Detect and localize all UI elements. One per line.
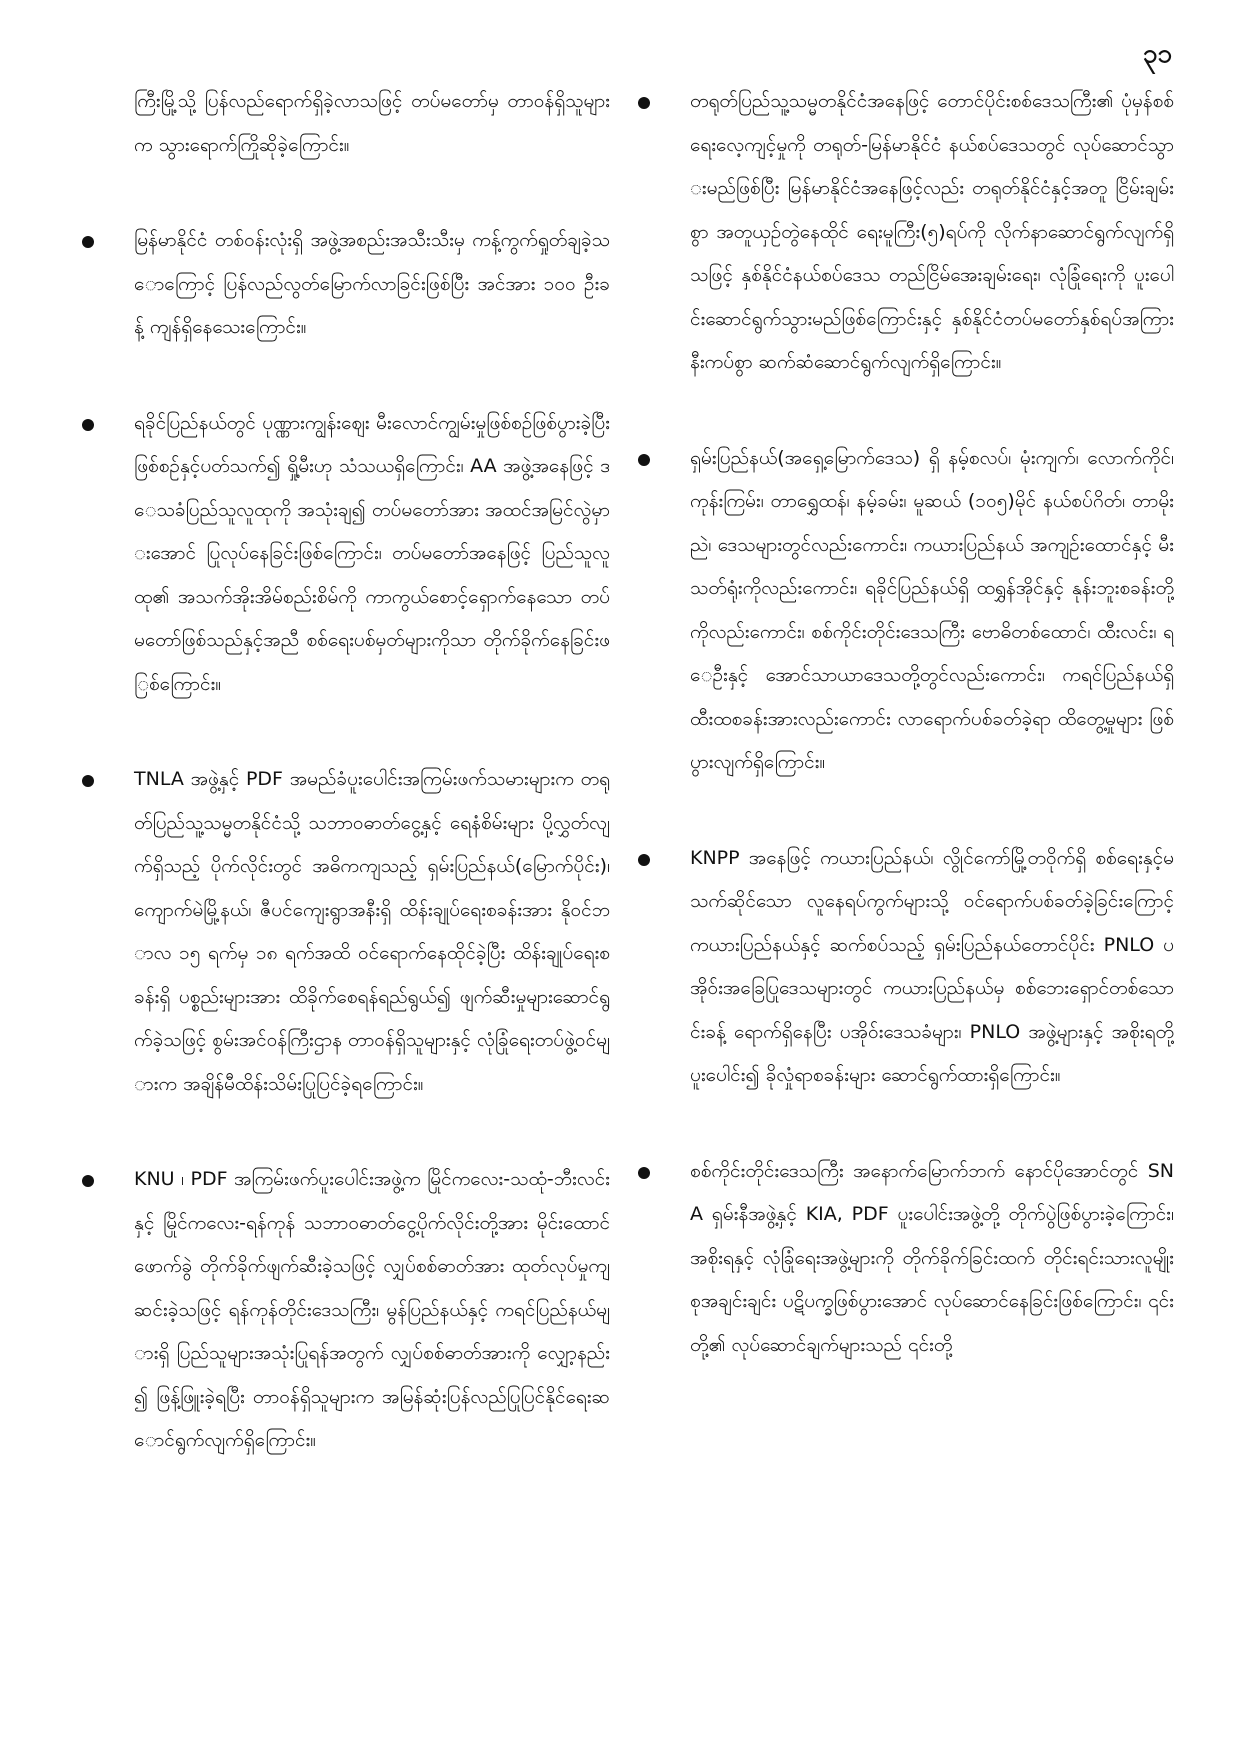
right-column — [634, 80, 1174, 1720]
bullet-item: KNU ၊ PDF အကြမ်းဖက်ပူးပေါင်းအဖွဲ့က မြိုင်ကလေး-သထုံ-ဘီးလင်းနှင့် မြိုင်ကလေး-ရန်ကုန် သဘာဝဓာတ်ငွေ့ပိုက်လိုင်းတို့အား မိုင်းထောင်ဖောက်ခွဲ တိုက်ခိုက်ဖျက်ဆီးခဲ့သဖြင့် လျှပ်စစ်ဓာတ်အား ထုတ်လုပ်မှုကျဆင်းခဲ့သဖြင့် ရန်ကုန်တိုင်းဒေသကြီး၊ မွန်ပြည်နယ်နှင့် ကရင်ပြည်နယ်များရှိ ပြည်သူများအသုံးပြုရန်အတွက် လျှပ်စစ်ဓာတ်အားကို လျှော့နည်း၍ ဖြန့်ဖြူးခဲ့ရပြီး တာဝန်ရှိသူများက အမြန်ဆုံးပြန်လည်ပြုပြင်နိုင်ရေးဆောင်ရွက်လျက်ရှိကြောင်း။ — [78, 1158, 610, 1463]
bullet-item: တရုတ်ပြည်သူ့သမ္မတနိုင်ငံအနေဖြင့် တောင်ပိုင်းစစ်ဒေသကြီး၏ ပုံမှန်စစ်ရေးလေ့ကျင့်မှုကို တရုတ်-မြန်မာနိုင်ငံ နယ်စပ်ဒေသတွင် လုပ်ဆောင်သွားမည်ဖြစ်ပြီး မြန်မာနိုင်ငံအနေဖြင့်လည်း တရုတ်နိုင်ငံနှင့်အတူ ငြိမ်းချမ်းစွာ အတူယှဉ်တွဲနေထိုင် ရေးမူကြီး(၅)ရပ်ကို လိုက်နာဆောင်ရွက်လျက်ရှိသဖြင့် နှစ်နိုင်ငံနယ်စပ်ဒေသ တည်ငြိမ်အေးချမ်းရေး၊ လုံခြုံရေးကို ပူးပေါင်းဆောင်ရွက်သွားမည်ဖြစ်ကြောင်းနှင့် နှစ်နိုင်ငံတပ်မတော်နှစ်ရပ်အကြား နီးကပ်စွာ ဆက်ဆံဆောင်ရွက်လျက်ရှိကြောင်း။ — [634, 80, 1174, 385]
bullet-item: ရှမ်းပြည်နယ်(အရှေ့မြောက်ဒေသ) ရှိ နမ့်စလပ်၊ မုံးကျက်၊ လောက်ကိုင်၊ ကုန်းကြမ်း၊ တာရွှေထန်၊ နမ့်ခမ်း၊ မူဆယ် (၁၀၅)မိုင် နယ်စပ်ဂိတ်၊ တာမိုးညဲ၊ ဒေသများတွင်လည်းကောင်း၊ ကယားပြည်နယ် အကျဉ်းထောင်နှင့် မီးသတ်ရုံးကိုလည်းကောင်း၊ ရခိုင်ပြည်နယ်ရှိ ထရွှန်အိုင်နှင့် နုန်းဘူးစခန်းတို့ကိုလည်းကောင်း၊ စစ်ကိုင်းတိုင်းဒေသကြီး ဗောဓိတစ်ထောင်၊ ထီးလင်း၊ ရေဦးနှင့် အောင်သာယာဒေသတို့တွင်လည်းကောင်း၊ ကရင်ပြည်နယ်ရှိ ထီးထစခန်းအားလည်းကောင်း လာရောက်ပစ်ခတ်ခဲ့ရာ ထိတွေ့မှုများ ဖြစ်ပွားလျက်ရှိကြောင်း။ — [634, 437, 1174, 785]
bullet-item: TNLA အဖွဲ့နှင့် PDF အမည်ခံပူးပေါင်းအကြမ်းဖက်သမားများက တရုတ်ပြည်သူ့သမ္မတနိုင်ငံသို့ သဘာဝဓာတ်ငွေ့နှင့် ရေနံစိမ်းများ ပို့လွှတ်လျက်ရှိသည့် ပိုက်လိုင်းတွင် အဓိကကျသည့် ရှမ်းပြည်နယ်(မြောက်ပိုင်း)၊ ကျောက်မဲမြို့နယ်၊ ဇီပင်ကျေးရွာအနီးရှိ ထိန်းချုပ်ရေးစခန်းအား နိုဝင်ဘာလ ၁၅ ရက်မှ ၁၈ ရက်အထိ ဝင်ရောက်နေထိုင်ခဲ့ပြီး ထိန်းချုပ်ရေးစခန်းရှိ ပစ္စည်းများအား ထိခိုက်စေရန်ရည်ရွယ်၍ ဖျက်ဆီးမှုများဆောင်ရွက်ခဲ့သဖြင့် စွမ်းအင်ဝန်ကြီးဌာန တာဝန်ရှိသူများနှင့် လုံခြုံရေးတပ်ဖွဲ့ဝင်များက အချိန်မီထိန်းသိမ်းပြုပြင်ခဲ့ရကြောင်း။ — [78, 758, 610, 1106]
bullet-item: ရခိုင်ပြည်နယ်တွင် ပုဏ္ဏားကျွန်းဈေး မီးလောင်ကျွမ်းမှုဖြစ်စဉ်ဖြစ်ပွားခဲ့ပြီး ဖြစ်စဉ်နှင့်ပတ်သက်၍ ရှို့မီးဟု သံသယရှိကြောင်း၊ AA အဖွဲ့အနေဖြင့် ဒေသခံပြည်သူလူထုကို အသုံးချ၍ တပ်မတော်အား အထင်အမြင်လွဲမှားအောင် ပြုလုပ်နေခြင်းဖြစ်ကြောင်း၊ တပ်မတော်အနေဖြင့် ပြည်သူလူထု၏ အသက်အိုးအိမ်စည်းစိမ်ကို ကာကွယ်စောင့်ရှောက်နေသော တပ်မတော်ဖြစ်သည်နှင့်အညီ စစ်ရေးပစ်မှတ်များကိုသာ တိုက်ခိုက်နေခြင်းဖြစ်ကြောင်း။ — [78, 402, 610, 707]
page-number: ၃၁ — [1142, 39, 1172, 69]
bullet-item: KNPP အနေဖြင့် ကယားပြည်နယ်၊ လွိုင်ကော်မြို့တဝိုက်ရှိ စစ်ရေးနှင့်မသက်ဆိုင်သော လူနေရပ်ကွက်များသို့ ဝင်ရောက်ပစ်ခတ်ခဲ့ခြင်းကြောင့် ကယားပြည်နယ်နှင့် ဆက်စပ်သည့် ရှမ်းပြည်နယ်တောင်ပိုင်း PNLO ပအိုဝ်းအခြေပြုဒေသများတွင် ကယားပြည်နယ်မှ စစ်ဘေးရှောင်တစ်သောင်းခန့် ရောက်ရှိနေပြီး ပအိုဝ်းဒေသခံများ၊ PNLO အဖွဲ့များနှင့် အစိုးရတို့ပူးပေါင်း၍ ခိုလှုံရာစခန်းများ ဆောင်ရွက်ထားရှိကြောင်း။ — [634, 837, 1174, 1098]
continuation-paragraph: ကြီးမြို့သို့ ပြန်လည်ရောက်ရှိခဲ့လာသဖြင့် တပ်မတော်မှ တာဝန်ရှိသူများက သွားရောက်ကြိုဆိုခဲ့ကြောင်း။ — [134, 90, 610, 156]
bullet-item: စစ်ကိုင်းတိုင်းဒေသကြီး အနောက်မြောက်ဘက် နောင်ပိုအောင်တွင် SNA ရှမ်းနီအဖွဲ့နှင့် KIA, PDF ပူးပေါင်းအဖွဲ့တို့ တိုက်ပွဲဖြစ်ပွားခဲ့ကြောင်း၊ အစိုးရနှင့် လုံခြုံရေးအဖွဲ့များကို တိုက်ခိုက်ခြင်းထက် တိုင်းရင်းသားလူမျိုးစုအချင်းချင်း ပဋိပက္ခဖြစ်ပွားအောင် လုပ်ဆောင်နေခြင်းဖြစ်ကြောင်း၊ ၎င်းတို့၏ လုပ်ဆောင်ချက်များသည် ၎င်းတို့ — [634, 1150, 1174, 1368]
left-column — [78, 80, 610, 1720]
bullet-item: မြန်မာနိုင်ငံ တစ်ဝန်းလုံးရှိ အဖွဲ့အစည်းအသီးသီးမှ ကန့်ကွက်ရှုတ်ချခဲ့သောကြောင့် ပြန်လည်လွတ်မြောက်လာခြင်းဖြစ်ပြီး အင်အား ၁၀၀ ဦးခန့် ကျန်ရှိနေသေးကြောင်း။ — [78, 219, 610, 350]
